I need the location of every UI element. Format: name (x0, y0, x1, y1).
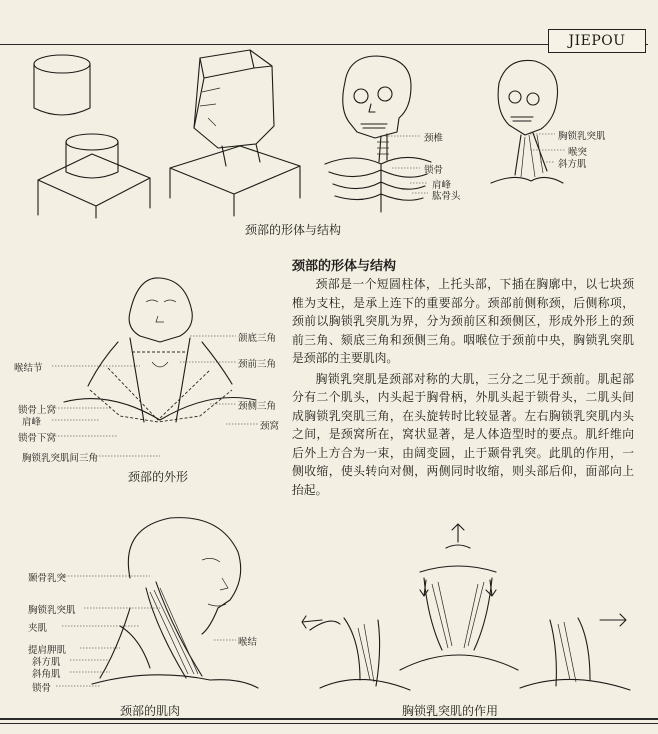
label-submandibular-triangle: 颌底三角 (238, 333, 277, 344)
section-heading: 颈部的形体与结构 (292, 259, 397, 274)
scm-action-drawing (300, 520, 640, 700)
label-scm-top: 胸锁乳突肌 (558, 131, 606, 142)
label-humerus-head: 肱骨头 (432, 191, 461, 202)
caption-scm-action: 胸锁乳突肌的作用 (402, 704, 499, 718)
label-acromion: 肩峰 (432, 180, 452, 191)
label-scm-muscle: 胸锁乳突肌 (28, 605, 76, 616)
label-clavicle-muscle: 锁骨 (32, 683, 52, 694)
paragraph-2: 胸锁乳突肌是颈部对称的大肌，三分之二见于颈前。肌起部分有二个肌头，内头起于胸骨柄，外肌头起于锁骨头，二肌头间成胸锁乳突肌三角，在头旋转时比较显著。左右胸锁乳突肌内头之间，是颈窝所在，窝状显著，是人体造型时的要点。肌纤维向后外上方合为一束，由阔变圆，止于颞骨乳突。此肌的作用，一侧收缩，使头转向对侧，两侧同时收缩，则头部后仰，面部向上抬起。 (292, 371, 634, 497)
footer-rule-thin (0, 723, 658, 724)
label-anterior-triangle: 颈前三角 (238, 359, 277, 370)
label-levator-scapulae: 提肩胛肌 (28, 645, 67, 656)
label-larynx: 喉突 (568, 147, 588, 158)
footer-rule-thick (0, 718, 658, 720)
label-trapezius: 斜方肌 (32, 657, 61, 668)
paragraph-1: 颈部是一个短圆柱体，上托头部，下插在胸廓中，以七块颈椎为支柱，是承上连下的重要部分。颈部前侧称颈，后侧称项，颈前以胸锁乳突肌为界，分为颈前区和颈侧区，形成外形上的颈前三角、颏底三角和颈侧三角。咽喉位于颈前中央，胸锁乳突肌是颈部的主要肌肉。 (292, 277, 634, 365)
label-infraclavicular-fossa: 锁骨下窝 (18, 433, 57, 444)
label-scalene: 斜角肌 (32, 669, 61, 680)
caption-outer-form: 颈部的外形 (128, 470, 189, 484)
label-jugular-notch: 颈窝 (260, 421, 280, 432)
label-lateral-triangle: 颈侧三角 (238, 401, 277, 412)
label-supraclavicular-fossa: 锁骨上窝 (18, 405, 57, 416)
label-splenius: 夹肌 (28, 623, 48, 634)
label-clavicle: 锁骨 (424, 165, 444, 176)
label-trapezius-top: 斜方肌 (558, 159, 587, 170)
label-cervical: 颈椎 (424, 133, 444, 144)
caption-form-structure: 颈部的形体与结构 (245, 223, 342, 237)
label-laryngeal-prominence: 喉结节 (14, 363, 43, 374)
section-badge: JIEPOU (548, 29, 646, 53)
label-acromion-outer: 肩峰 (22, 417, 42, 428)
label-adams-apple: 喉结 (238, 637, 258, 648)
label-scm-triangle: 胸锁乳突肌间三角 (22, 453, 99, 464)
label-mastoid: 颞骨乳突 (28, 573, 67, 584)
caption-neck-muscles: 颈部的肌肉 (120, 704, 181, 718)
